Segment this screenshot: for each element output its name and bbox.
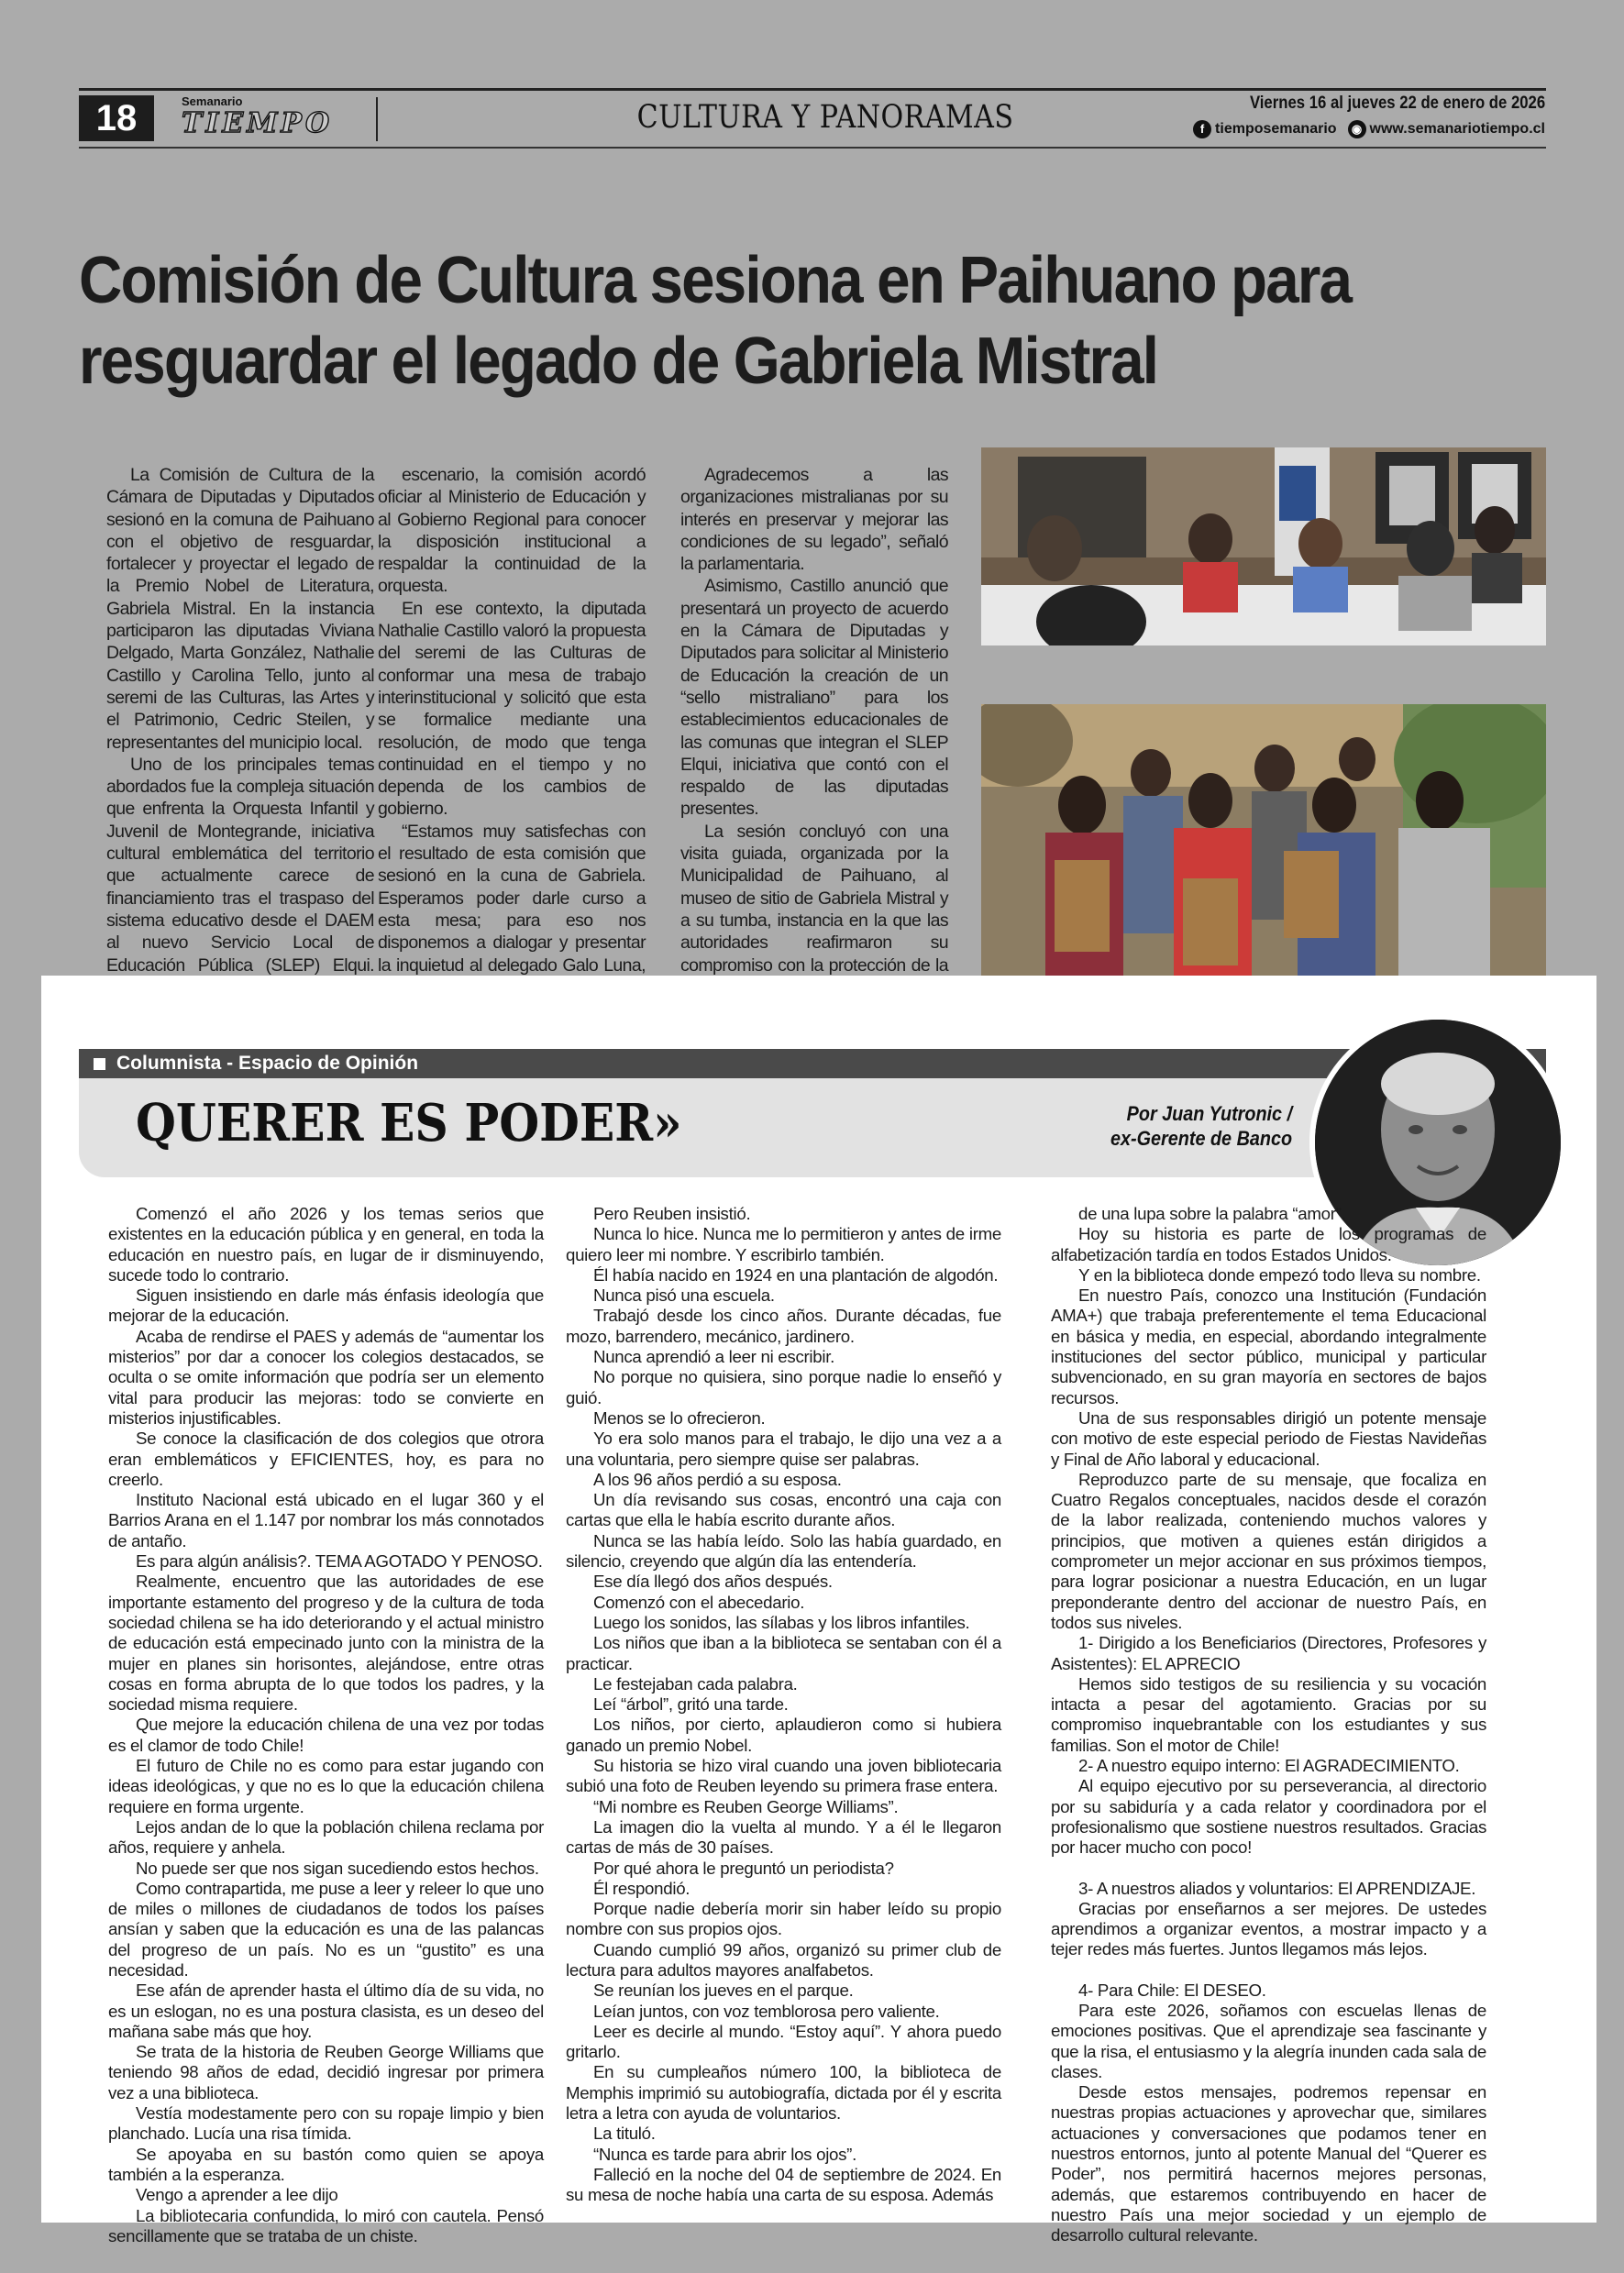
paragraph: Instituto Nacional está ubicado en el lugar 360 y el Barrios Arana en el 1.147 por nombrar los más connotados de antaño.	[108, 1490, 544, 1550]
paragraph: Ese afán de aprender hasta el último día de su vida, no es un eslogan, no es una postura clasista, es un deseo del mañana sabe más que hoy.	[108, 1981, 544, 2041]
paragraph: Agradecemos a las organizaciones mistralianas por su interés en preservar y mejorar las condiciones de su legado”, señaló la parlamentaria.	[680, 465, 948, 575]
paragraph: 2- A nuestro equipo interno: El AGRADECIMIENTO.	[1078, 1756, 1460, 1776]
website-link[interactable]	[1348, 120, 1545, 138]
paragraph: 1- Dirigido a los Beneficiarios (Directores, Profesores y Asistentes): EL APRECIO	[1051, 1633, 1486, 1673]
paragraph: No porque no quisiera, sino porque nadie lo enseñó y guió.	[566, 1367, 1001, 1407]
byline-author: Por Juan Yutronic /	[1126, 1102, 1292, 1125]
paragraph: Leer es decirle al mundo. “Estoy aquí”. Y ahora puedo gritarlo.	[566, 2021, 1001, 2062]
paragraph: La tituló.	[593, 2124, 656, 2144]
paragraph: 3- A nuestros aliados y voluntarios: El APRENDIZAJE.	[1078, 1878, 1476, 1898]
paragraph: Una de sus responsables dirigió un potente mensaje con motivo de este especial periodo de Fiestas Navideñas y Final de Año laboral y educacional.	[1051, 1407, 1486, 1469]
article-headline: Comisión de Cultura sesiona en Paihuano para resguardar el legado de Gabriela Mistral	[79, 244, 1352, 398]
paragraph: Y en la biblioteca donde empezó todo lleva su nombre.	[1078, 1264, 1481, 1285]
paragraph: escenario, la comisión acordó oficiar al Ministerio de Educación y al Gobierno Regional para conocer la disposición institucional a respaldar la continuidad de la orquesta.	[378, 465, 646, 597]
paragraph: Vestía modestamente pero con su ropaje limpio y bien planchado. Lucía una risa tímida.	[108, 2103, 544, 2144]
header-rule-top	[79, 88, 1546, 91]
facebook-handle: tiemposemanario	[1215, 121, 1337, 138]
paragraph: Al equipo ejecutivo por su perseverancia, al directorio por su sabiduría y a cada relator y coordinadora por el profesionalismo que sostiene nuestros resultados. Gracias por hacer mucho con poco!	[1051, 1776, 1486, 1858]
paragraph: Hoy su historia es parte de los programas de alfabetización tardía en todos Estados Unidos.	[1051, 1224, 1486, 1264]
paragraph: A los 96 años perdió a su esposa.	[593, 1469, 842, 1489]
paragraph	[1051, 1960, 1486, 1981]
article-column-1	[106, 464, 374, 999]
paragraph: Pero Reuben insistió.	[593, 1204, 751, 1223]
paragraph: 4- Para Chile: El DESEO.	[1078, 1980, 1266, 2000]
opinion-byline	[1110, 1101, 1292, 1151]
section-title: CULTURA Y PANORAMAS	[636, 99, 1014, 136]
masthead-logo	[182, 95, 378, 143]
paragraph: Acaba de rendirse el PAES y además de “aumentar los misterios” por dar a conocer los colegios destacados, se oculta o se omite información que podría ser un elemento vital para producir las mejoras: todo se convierte en misterios injustificables.	[108, 1326, 544, 1428]
paragraph: Nunca pisó una escuela.	[593, 1285, 775, 1306]
issue-date: Viernes 16 al jueves 22 de enero de 2026	[1249, 94, 1545, 113]
photo-museum-visit	[981, 704, 1546, 988]
paragraph: Le festejaban cada palabra.	[593, 1673, 798, 1694]
paragraph: Desde estos mensajes, podremos repensar en nuestras propias actuaciones y aprovechar que, similares actuaciones y conversaciones que podamos tener en nuestros entornos, junto al potente Manual del “Querer es Poder”, nos permitirá hacernos mejores personas, además, que estaremos contribuyendo en hacer de nuestro País una mejor sociedad y un ejemplo de desarrollo cultural relevante.	[1051, 2082, 1486, 2245]
paragraph: Es para algún análisis?. TEMA AGOTADO Y PENOSO.	[136, 1551, 543, 1572]
paragraph: En su cumpleaños número 100, la biblioteca de Memphis imprimió su autobiografía, dictada por él y escrita letra a letra con ayuda de voluntarios.	[566, 2062, 1001, 2124]
photo-commission-session	[981, 447, 1546, 645]
paragraph: La sesión concluyó con una visita guiada, organizada por la Municipalidad de Paihuano, al museo de sitio de Gabriela Mistral y a su tumba, instancia en la que las autoridades reafirmaron su compromiso con la protección de la	[680, 821, 948, 976]
opinion-section-bar	[79, 1049, 1546, 1078]
paragraph: Los niños que iban a la biblioteca se sentaban con él a practicar.	[566, 1633, 1001, 1673]
paragraph: No puede ser que nos sigan sucediendo estos hechos.	[136, 1858, 539, 1878]
masthead-divider	[376, 97, 378, 141]
paragraph: Reproduzco parte de su mensaje, que focaliza en Cuatro Regalos conceptuales, nacidos desde el corazón de la labor realizada, conteniendo muchos valores y principios, que motiven a quienes están dirigidos a comprometer un mejor accionar en sus próximos tiempos, para lograr posicionar a nuestra Educación, en un lugar preponderante dentro del accionar de nuestro País, en todos sus niveles.	[1051, 1469, 1486, 1632]
paragraph: Como contrapartida, me puse a leer y releer lo que uno de miles o millones de ciudadanos de todos los países ansían y saben que la educación es una de las palancas del progreso de un país. No es un “gustito” es una necesidad.	[108, 1878, 544, 1980]
paragraph: Para este 2026, soñamos con escuelas llenas de emociones positivas. Que el aprendizaje sea fascinante y que la risa, el entusiasmo y la alegría inunden cada sala de clases.	[1051, 2000, 1486, 2081]
paragraph: Comenzó el año 2026 y los temas serios que existentes en la educación pública y en general, en toda la educación en nuestro país, en lugar de ir disminuyendo, sucede todo lo contrario.	[108, 1204, 544, 1285]
paragraph: Nunca se las había leído. Solo las había guardado, en silencio, creyendo que algún día las entendería.	[566, 1530, 1001, 1572]
paragraph: Nunca lo hice. Nunca me lo permitieron y antes de irme quiero leer mi nombre. Y escribirlo también.	[566, 1224, 1001, 1264]
masthead-name: TIEMPO	[182, 107, 334, 139]
opinion-column-1	[108, 1204, 544, 2246]
article-column-3	[680, 464, 948, 1021]
paragraph: Se apoyaba en su bastón como quien se apoya también a la esperanza.	[108, 2144, 544, 2184]
paragraph: Él respondió.	[593, 1878, 690, 1898]
paragraph: Se reunían los jueves en el parque.	[593, 1981, 854, 2001]
paragraph: Su historia se hizo viral cuando una joven bibliotecaria subió una foto de Reuben leyendo su primera frase entera.	[566, 1756, 1001, 1796]
paragraph: Él había nacido en 1924 en una plantación de algodón.	[593, 1264, 999, 1285]
paragraph: Siguen insistiendo en darle más énfasis ideología que mejorar de la educación.	[108, 1285, 544, 1326]
paragraph: Nunca aprendió a leer ni escribir.	[593, 1347, 834, 1367]
paragraph: La imagen dio la vuelta al mundo. Y a él le llegaron cartas de más de 30 países.	[566, 1816, 1001, 1858]
website-url: www.semanariotiempo.cl	[1369, 121, 1545, 138]
article-column-2	[378, 464, 646, 1043]
paragraph: Por qué ahora le preguntó un periodista?	[593, 1858, 894, 1878]
byline-role: ex-Gerente de Banco	[1110, 1127, 1292, 1150]
paragraph: Hemos sido testigos de su resiliencia y su vocación intacta a pesar del agotamiento. Gracias por su compromiso inquebrantable con los estudiantes y sus familias. Son el motor de Chile!	[1051, 1673, 1486, 1755]
paragraph: Los niños, por cierto, aplaudieron como si hubiera ganado un premio Nobel.	[566, 1715, 1001, 1755]
paragraph: Yo era solo manos para el trabajo, le dijo una vez a a una voluntaria, pero siempre quise ser palabras.	[566, 1429, 1001, 1469]
facebook-icon: f	[1193, 120, 1211, 138]
paragraph: Cuando cumplió 99 años, organizó su primer club de lectura para adultos mayores analfabetos.	[566, 1939, 1001, 1980]
paragraph: Ese día llegó dos años después.	[593, 1572, 833, 1592]
paragraph: Uno de los principales temas abordados fue la compleja situación que enfrenta la Orquesta Infantil y Juvenil de Montegrande, iniciativa cultural emblemática del territorio que actualmente carece de financiamiento tras el traspaso del sistema educativo desde el DAEM al nuevo Servicio Local de Educación Pública (SLEP) Elqui.	[106, 754, 374, 976]
paragraph: Asimismo, Castillo anunció que presentará un proyecto de acuerdo en la Cámara de Diputadas y Diputados para solicitar al Ministerio de Educación la creación de un “sello mistraliano” para los establecimientos educacionales de las comunas que integran el SLEP Elqui, iniciativa que contó con el respaldo de las diputadas presentes.	[680, 576, 948, 820]
paragraph: La bibliotecaria confundida, lo miró con cautela. Pensó sencillamente que se trataba de un chiste.	[108, 2205, 544, 2245]
square-bullet-icon	[94, 1058, 105, 1070]
paragraph: En ese contexto, la diputada Nathalie Castillo valoró la propuesta del seremi de las Culturas de conformar una mesa de trabajo interinstitucional y solicitó que esta se formalice mediante una resolución, de modo que tenga continuidad en el tiempo y no dependa de los cambios de gobierno.	[378, 598, 646, 820]
opinion-column-3	[1051, 1204, 1486, 2246]
opinion-title: QUERER ES PODER»	[136, 1093, 682, 1153]
paragraph: Porque nadie debería morir sin haber leído su propio nombre con sus propios ojos.	[566, 1899, 1001, 1939]
paragraph: Menos se lo ofrecieron.	[593, 1407, 766, 1428]
paragraph: Comenzó con el abecedario.	[593, 1592, 805, 1612]
opinion-column-2	[566, 1204, 1001, 2206]
paragraph: Trabajó desde los cinco años. Durante décadas, fue mozo, barrendero, mecánico, jardinero.	[566, 1306, 1001, 1346]
facebook-link[interactable]	[1193, 120, 1336, 138]
paragraph: de una lupa sobre la palabra “amor”.	[1078, 1204, 1346, 1223]
masthead-small-label: Semanario	[182, 94, 243, 108]
paragraph: La Comisión de Cultura de la Cámara de Diputadas y Diputados sesionó en la comuna de Paihuano con el objetivo de resguardar, fortalecer y proyectar el legado de la Premio Nobel de Literatura, Gabriela Mistral. En la instancia participaron las diputadas Viviana Delgado, Marta González, Nathalie Castillo y Carolina Tello, junto al seremi de las Culturas, las Artes y el Patrimonio, Cedric Steilen, y representantes del municipio local.	[106, 465, 374, 753]
opinion-section-label: Columnista - Espacio de Opinión	[116, 1053, 419, 1074]
paragraph: Se trata de la historia de Reuben George Williams que teniendo 98 años de edad, decidió ingresar por primera vez a una biblioteca.	[108, 2042, 544, 2102]
paragraph: El futuro de Chile no es como para estar jugando con ideas ideológicas, y que no es lo que la educación chilena requiere en forma urgente.	[108, 1756, 544, 1816]
paragraph: Que mejore la educación chilena de una vez por todas es el clamor de todo Chile!	[108, 1715, 544, 1755]
paragraph: Un día revisando sus cosas, encontró una caja con cartas que ella le había escrito durante años.	[566, 1490, 1001, 1530]
paragraph: Falleció en la noche del 04 de septiembre de 2024. En su mesa de noche había una carta de su esposa. Además	[566, 2164, 1001, 2205]
header-rule-bottom	[79, 147, 1546, 149]
paragraph	[1051, 1859, 1486, 1879]
paragraph: Luego los sonidos, las sílabas y los libros infantiles.	[593, 1612, 970, 1632]
paragraph: Gracias por enseñarnos a ser mejores. De ustedes aprendimos a organizar eventos, a mostrar impacto y a tejer redes más fuertes. Juntos llegamos más lejos.	[1051, 1898, 1486, 1959]
paragraph: Leí “árbol”, gritó una tarde.	[593, 1694, 789, 1715]
paragraph: En nuestro País, conozco una Institución (Fundación AMA+) que trabaja preferentemente el tema Educacional en básica y media, en especial, abordando integralmente instituciones del sector público, municipal y particular subvencionado, en su gran mayoría en sectores de bajos recursos.	[1051, 1285, 1486, 1407]
paragraph: “Nunca es tarde para abrir los ojos”.	[593, 2144, 856, 2164]
paragraph: Leían juntos, con voz temblorosa pero valiente.	[593, 2001, 940, 2021]
paragraph: Lejos andan de lo que la población chilena reclama por años, requiere y anhela.	[108, 1816, 544, 1858]
page-number: 18	[79, 95, 154, 141]
social-links	[1193, 120, 1545, 138]
paragraph: “Mi nombre es Reuben George Williams”.	[593, 1796, 899, 1816]
globe-icon: ◉	[1348, 120, 1366, 138]
paragraph: Se conoce la clasificación de dos colegios que otrora eran emblemáticos y EFICIENTES, hoy, es para no creerlo.	[108, 1429, 544, 1489]
paragraph: Vengo a aprender a lee dijo	[136, 2185, 338, 2205]
paragraph: “Estamos muy satisfechas con el resultado de esta comisión que sesionó en la cuna de Gabriela. Esperamos poder darle curso a esta mesa; para eso nos disponemos a dialogar y presentar la inquietud al delegado Galo Luna,	[378, 821, 646, 976]
paragraph: Realmente, encuentro que las autoridades de ese importante estamento del progreso y de la cultura de toda sociedad chilena se ha ido deteriorando y el actual ministro de educación está empecinado junto con la ministra de la mujer en planes sin horisontes, alejándose, entre otras cosas en forma abrupta de lo que todos los padres, y la sociedad misma requiere.	[108, 1572, 544, 1715]
